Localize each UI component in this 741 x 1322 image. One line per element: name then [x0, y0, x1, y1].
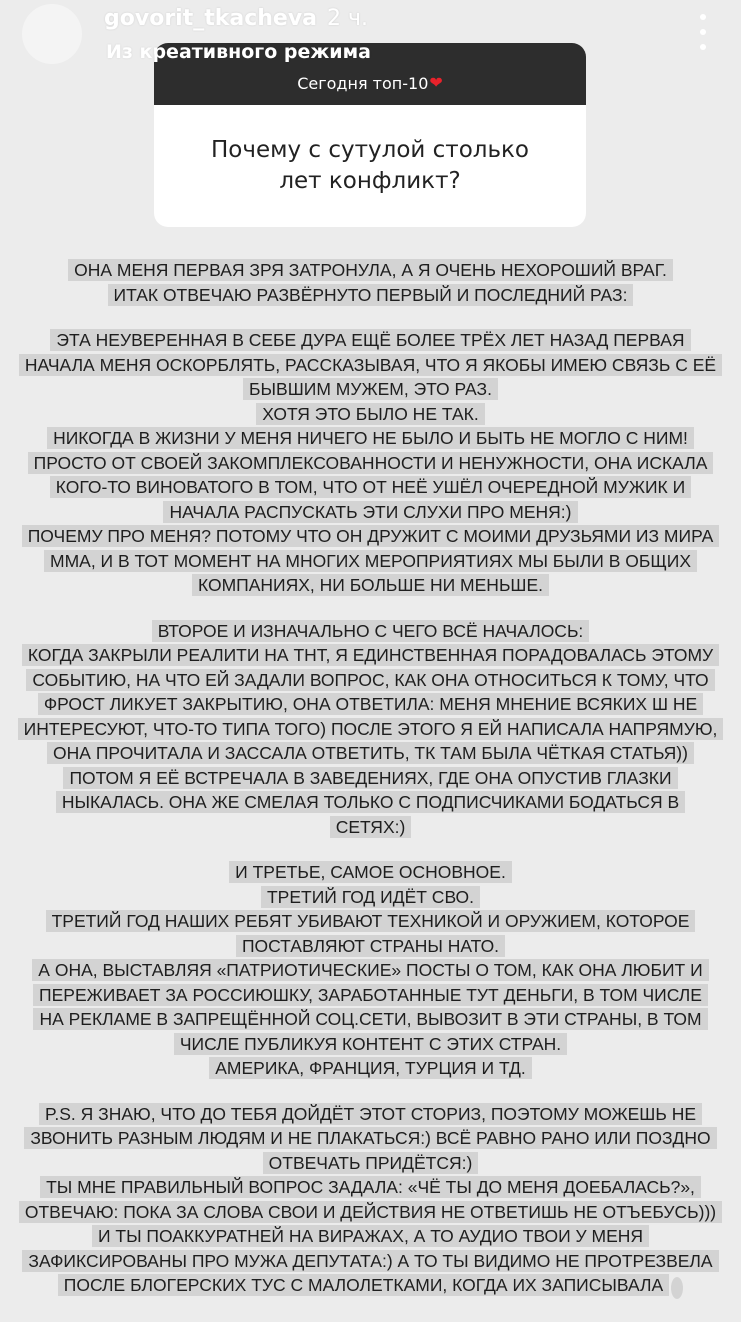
- answer-line: ЧИСЛЕ ПУБЛИКУЯ КОНТЕНТ С ЭТИХ СТРАН.: [174, 1033, 567, 1055]
- answer-line: ИНТЕРЕСУЮТ, ЧТО-ТО ТИПА ТОГО) ПОСЛЕ ЭТОГО Я ЕЙ НАПИСАЛА НАПРЯМУЮ,: [18, 718, 724, 740]
- answer-line: И ТЫ ПОАККУРАТНЕЙ НА ВИРАЖАХ, А ТО АУДИО ТВОИ У МЕНЯ: [92, 1225, 649, 1247]
- answer-line: ТРЕТИЙ ГОД НАШИХ РЕБЯТ УБИВАЮТ ТЕХНИКОЙ И ОРУЖИЕМ, КОТОРОЕ: [46, 910, 696, 932]
- answer-line: НАЧАЛА РАСПУСКАТЬ ЭТИ СЛУХИ ПРО МЕНЯ:): [163, 501, 577, 523]
- heart-icon: ❤: [429, 75, 443, 92]
- laughing-emoji-icon: [671, 1277, 683, 1299]
- answer-line: ТЫ МНЕ ПРАВИЛЬНЫЙ ВОПРОС ЗАДАЛА: «ЧЁ ТЫ ДО МЕНЯ ДОЕБАЛАСЬ?»,: [40, 1176, 701, 1198]
- answer-line: НА РЕКЛАМЕ В ЗАПРЕЩЁННОЙ СОЦ.СЕТИ, ВЫВОЗИТ В ЭТИ СТРАНЫ, В ТОМ: [33, 1008, 707, 1030]
- answer-line: P.S. Я ЗНАЮ, ЧТО ДО ТЕБЯ ДОЙДЁТ ЭТОТ СТОРИЗ, ПОЭТОМУ МОЖЕШЬ НЕ: [39, 1103, 702, 1125]
- answer-line: СЕТЯХ:): [330, 816, 412, 838]
- username[interactable]: govorit_tkacheva: [104, 6, 318, 31]
- story-header: [104, 6, 368, 31]
- answer-paragraph: [0, 328, 741, 598]
- story-subtitle[interactable]: Из креативного режима: [106, 41, 371, 63]
- question-sticker-title: Сегодня топ-10: [297, 74, 429, 93]
- question-sticker: [154, 43, 586, 227]
- answer-line: ХОТЯ ЭТО БЫЛО НЕ ТАК.: [256, 403, 484, 425]
- answer-paragraph: [0, 860, 741, 1081]
- answer-line: ПРОСТО ОТ СВОЕЙ ЗАКОМПЛЕКСОВАННОСТИ И НЕНУЖНОСТИ, ОНА ИСКАЛА: [28, 452, 714, 474]
- answer-line: ФРОСТ ЛИКУЕТ ЗАКРЫТИЮ, ОНА ОТВЕТИЛА: МЕНЯ МНЕНИЕ ВСЯКИХ Ш НЕ: [38, 693, 703, 715]
- answer-line: ИТАК ОТВЕЧАЮ РАЗВЁРНУТО ПЕРВЫЙ И ПОСЛЕДНИЙ РАЗ:: [108, 284, 634, 306]
- answer-line: БЫВШИМ МУЖЕМ, ЭТО РАЗ.: [243, 378, 498, 400]
- answer-line: ПЕРЕЖИВАЕТ ЗА РОССИЮШКУ, ЗАРАБОТАННЫЕ ТУТ ДЕНЬГИ, В ТОМ ЧИСЛЕ: [33, 984, 708, 1006]
- answer-line: ОТВЕЧАЮ: ПОКА ЗА СЛОВА СВОИ И ДЕЙСТВИЯ НЕ ОТВЕТИШЬ НЕ ОТЪЕБУСЬ))): [19, 1201, 722, 1223]
- answer-paragraph: [0, 619, 741, 840]
- answer-line: НЫКАЛАСЬ. ОНА ЖЕ СМЕЛАЯ ТОЛЬКО С ПОДПИСЧИКАМИ БОДАТЬСЯ В: [56, 791, 685, 813]
- answer-line: ОНА МЕНЯ ПЕРВАЯ ЗРЯ ЗАТРОНУЛА, А Я ОЧЕНЬ НЕХОРОШИЙ ВРАГ.: [68, 259, 673, 281]
- answer-line: ТРЕТИЙ ГОД ИДЁТ СВО.: [261, 886, 480, 908]
- answer-line: ПОЧЕМУ ПРО МЕНЯ? ПОТОМУ ЧТО ОН ДРУЖИТ С МОИМИ ДРУЗЬЯМИ ИЗ МИРА: [22, 525, 720, 547]
- answer-text-block: [0, 258, 741, 1322]
- answer-line: КОМПАНИЯХ, НИ БОЛЬШЕ НИ МЕНЬШЕ.: [192, 574, 549, 596]
- answer-line: КОГО-ТО ВИНОВАТОГО В ТОМ, ЧТО ОТ НЕЁ УШЁЛ ОЧЕРЕДНОЙ МУЖИК И: [50, 476, 691, 498]
- answer-line: НИКОГДА В ЖИЗНИ У МЕНЯ НИЧЕГО НЕ БЫЛО И БЫТЬ НЕ МОГЛО С НИМ!: [47, 427, 694, 449]
- answer-line: ВТОРОЕ И ИЗНАЧАЛЬНО С ЧЕГО ВСЁ НАЧАЛОСЬ:: [152, 620, 590, 642]
- answer-line: А ОНА, ВЫСТАВЛЯЯ «ПАТРИОТИЧЕСКИЕ» ПОСТЫ О ТОМ, КАК ОНА ЛЮБИТ И: [32, 959, 708, 981]
- answer-line: ММА, И В ТОТ МОМЕНТ НА МНОГИХ МЕРОПРИЯТИЯХ МЫ БЫЛИ В ОБЩИХ: [44, 550, 697, 572]
- answer-line: КОГДА ЗАКРЫЛИ РЕАЛИТИ НА ТНТ, Я ЕДИНСТВЕННАЯ ПОРАДОВАЛАСЬ ЭТОМУ: [22, 644, 719, 666]
- answer-line: НАЧАЛА МЕНЯ ОСКОРБЛЯТЬ, РАССКАЗЫВАЯ, ЧТО Я ЯКОБЫ ИМЕЮ СВЯЗЬ С ЕЁ: [19, 354, 722, 376]
- avatar[interactable]: [22, 4, 82, 64]
- answer-line: И ТРЕТЬЕ, САМОЕ ОСНОВНОЕ.: [229, 861, 512, 883]
- answer-line: ОТВЕЧАТЬ ПРИДЁТСЯ:): [263, 1152, 479, 1174]
- question-text: Почему с сутулой столько лет конфликт?: [211, 137, 529, 194]
- answer-line: АМЕРИКА, ФРАНЦИЯ, ТУРЦИЯ И ТД.: [209, 1057, 532, 1079]
- answer-line: ОНА ПРОЧИТАЛА И ЗАССАЛА ОТВЕТИТЬ, ТК ТАМ БЫЛА ЧЁТКАЯ СТАТЬЯ)): [47, 742, 694, 764]
- answer-line: ЭТА НЕУВЕРЕННАЯ В СЕБЕ ДУРА ЕЩЁ БОЛЕЕ ТРЁХ ЛЕТ НАЗАД ПЕРВАЯ: [50, 329, 690, 351]
- answer-paragraph: [0, 258, 741, 307]
- more-options-icon[interactable]: [697, 14, 709, 50]
- answer-paragraph: [0, 1102, 741, 1301]
- post-time: 2 ч.: [327, 6, 369, 31]
- answer-line: ПОТОМ Я ЕЁ ВСТРЕЧАЛА В ЗАВЕДЕНИЯХ, ГДЕ ОНА ОПУСТИВ ГЛАЗКИ: [63, 767, 677, 789]
- answer-line: СОБЫТИЮ, НА ЧТО ЕЙ ЗАДАЛИ ВОПРОС, КАК ОНА ОТНОСИТЬСЯ К ТОМУ, ЧТО: [26, 669, 714, 691]
- answer-line: ЗВОНИТЬ РАЗНЫМ ЛЮДЯМ И НЕ ПЛАКАТЬСЯ:) ВСЁ РАВНО РАНО ИЛИ ПОЗДНО: [24, 1127, 716, 1149]
- answer-line: ПОСЛЕ БЛОГЕРСКИХ ТУС С МАЛОЛЕТКАМИ, КОГДА ИХ ЗАПИСЫВАЛА: [58, 1274, 669, 1296]
- question-sticker-body: [154, 105, 586, 227]
- answer-line: ПОСТАВЛЯЮТ СТРАНЫ НАТО.: [236, 935, 505, 957]
- answer-line: ЗАФИКСИРОВАНЫ ПРО МУЖА ДЕПУТАТА:) А ТО ТЫ ВИДИМО НЕ ПРОТРЕЗВЕЛА: [22, 1250, 718, 1272]
